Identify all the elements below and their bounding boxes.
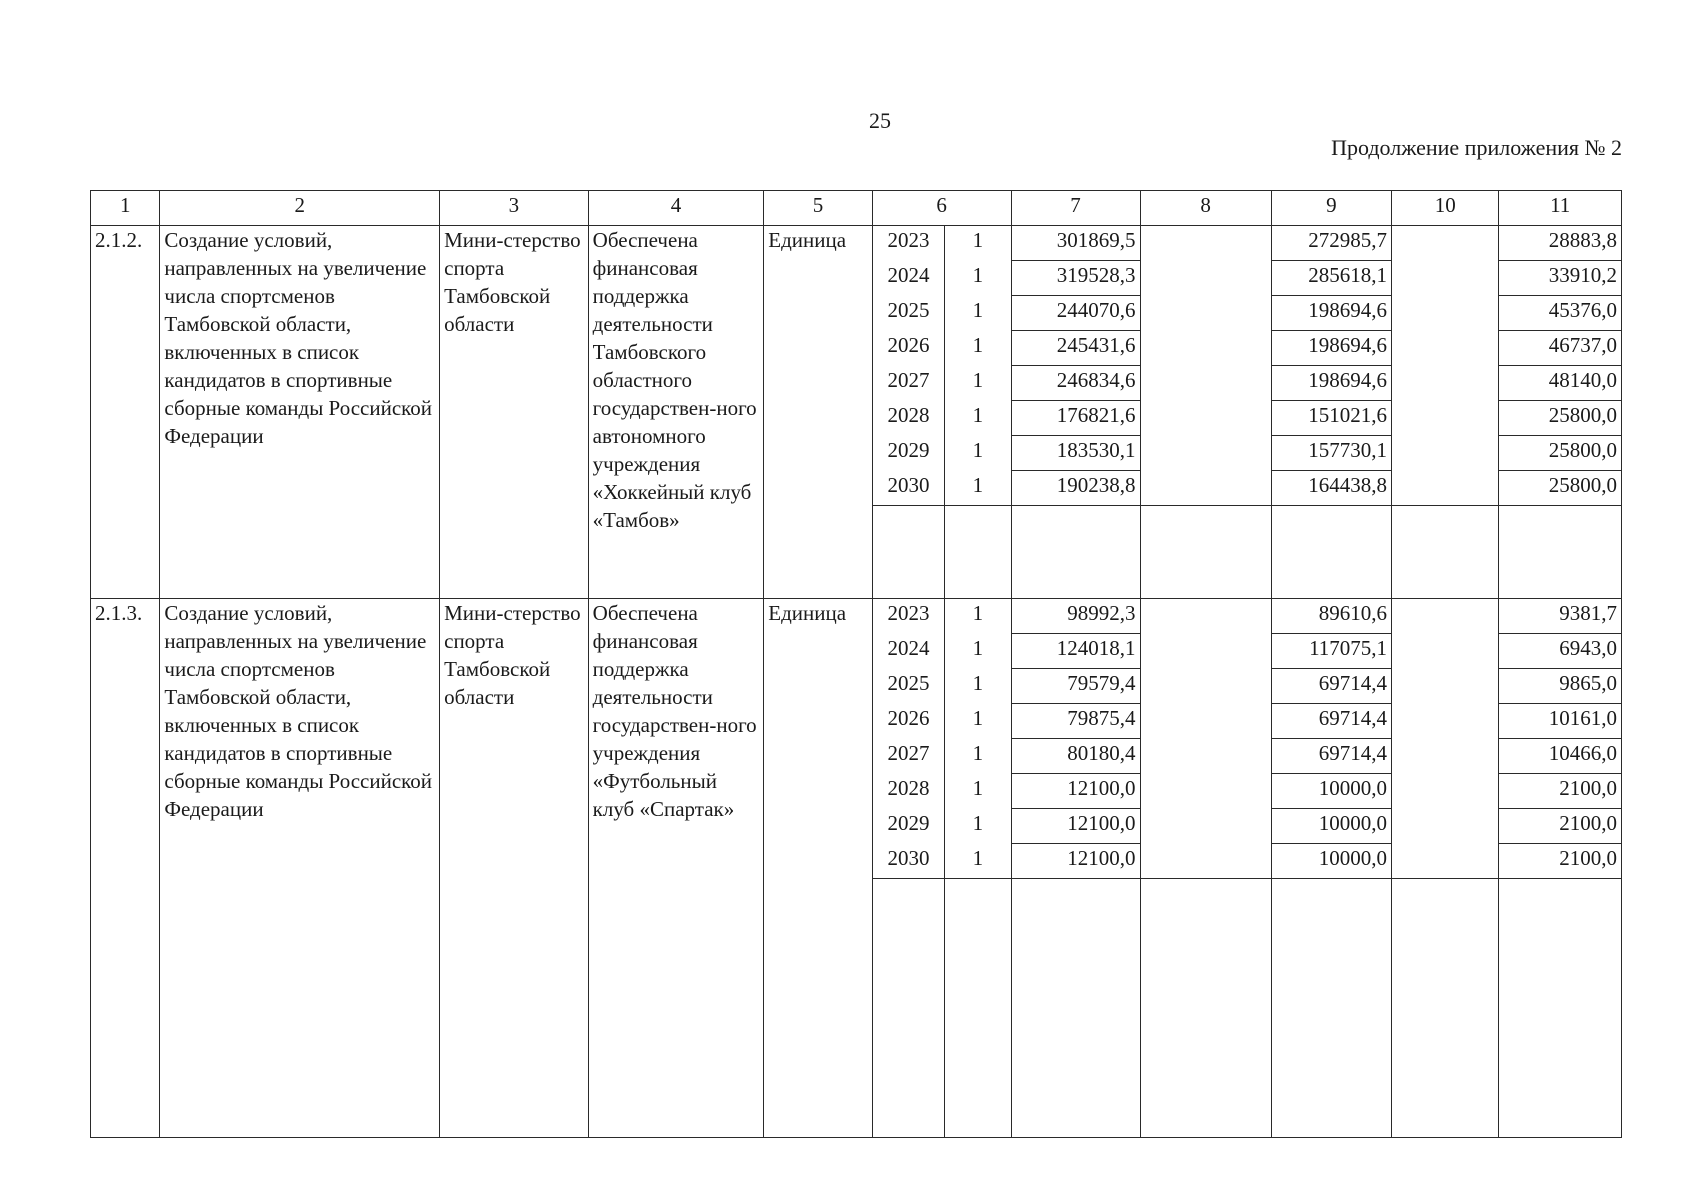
empty-cell xyxy=(945,879,1011,1138)
col11-amount: 2100,0 xyxy=(1499,844,1622,879)
col11-amount: 45376,0 xyxy=(1499,296,1622,331)
total-amount: 176821,6 xyxy=(1011,401,1140,436)
col8-amount xyxy=(1140,669,1271,704)
total-amount: 246834,6 xyxy=(1011,366,1140,401)
page-number: 25 xyxy=(869,108,891,133)
col10-amount xyxy=(1392,774,1499,809)
col8-amount xyxy=(1140,774,1271,809)
column-header: 5 xyxy=(764,191,872,226)
indicator-value: 1 xyxy=(945,739,1011,774)
total-amount: 79875,4 xyxy=(1011,704,1140,739)
col8-amount xyxy=(1140,704,1271,739)
row-code: 2.1.2. xyxy=(91,226,160,599)
col9-amount: 198694,6 xyxy=(1271,331,1391,366)
col9-amount: 157730,1 xyxy=(1271,436,1391,471)
empty-cell xyxy=(1140,879,1271,1138)
result-description: Обеспечена финансовая поддержка деятельности Тамбовского областного государствен-ного автономного учреждения «Хоккейный клуб «Тамбов» xyxy=(588,226,764,599)
year-cell: 2025 xyxy=(872,669,945,704)
empty-cell xyxy=(1499,879,1622,1138)
col8-amount xyxy=(1140,331,1271,366)
indicator-value: 1 xyxy=(945,296,1011,331)
year-cell: 2029 xyxy=(872,436,945,471)
empty-cell xyxy=(1140,506,1271,599)
empty-cell xyxy=(945,506,1011,599)
col10-amount xyxy=(1392,739,1499,774)
year-cell: 2028 xyxy=(872,401,945,436)
year-cell: 2028 xyxy=(872,774,945,809)
col10-amount xyxy=(1392,634,1499,669)
column-header: 4 xyxy=(588,191,764,226)
col8-amount xyxy=(1140,296,1271,331)
continuation-label: Продолжение приложения № 2 xyxy=(1331,135,1622,160)
col10-amount xyxy=(1392,844,1499,879)
empty-cell xyxy=(1499,506,1622,599)
total-amount: 244070,6 xyxy=(1011,296,1140,331)
empty-cell xyxy=(1271,506,1391,599)
col9-amount: 69714,4 xyxy=(1271,704,1391,739)
event-name: Создание условий, направленных на увеличение числа спортсменов Тамбовской области, включенных в список кандидатов в спортивные сборные команды Российской Федерации xyxy=(160,226,440,599)
column-header: 1 xyxy=(91,191,160,226)
column-header: 11 xyxy=(1499,191,1622,226)
indicator-value: 1 xyxy=(945,634,1011,669)
indicator-value: 1 xyxy=(945,809,1011,844)
col8-amount xyxy=(1140,844,1271,879)
total-amount: 190238,8 xyxy=(1011,471,1140,506)
col8-amount xyxy=(1140,809,1271,844)
col11-amount: 33910,2 xyxy=(1499,261,1622,296)
indicator-value: 1 xyxy=(945,436,1011,471)
col10-amount xyxy=(1392,599,1499,634)
col9-amount: 10000,0 xyxy=(1271,844,1391,879)
empty-cell xyxy=(1011,506,1140,599)
col10-amount xyxy=(1392,436,1499,471)
col8-amount xyxy=(1140,599,1271,634)
year-row xyxy=(91,226,1622,261)
indicator-value: 1 xyxy=(945,669,1011,704)
row-code: 2.1.3. xyxy=(91,599,160,1138)
col9-amount: 198694,6 xyxy=(1271,296,1391,331)
total-amount: 12100,0 xyxy=(1011,844,1140,879)
col9-amount: 151021,6 xyxy=(1271,401,1391,436)
total-amount: 12100,0 xyxy=(1011,809,1140,844)
col11-amount: 10466,0 xyxy=(1499,739,1622,774)
col9-amount: 117075,1 xyxy=(1271,634,1391,669)
year-cell: 2026 xyxy=(872,704,945,739)
empty-cell xyxy=(872,879,945,1138)
appendix-table xyxy=(90,190,1622,1138)
col9-amount: 69714,4 xyxy=(1271,669,1391,704)
col11-amount: 10161,0 xyxy=(1499,704,1622,739)
col10-amount xyxy=(1392,471,1499,506)
header-row xyxy=(91,191,1622,226)
col9-amount: 69714,4 xyxy=(1271,739,1391,774)
col11-amount: 25800,0 xyxy=(1499,401,1622,436)
year-cell: 2027 xyxy=(872,739,945,774)
event-name: Создание условий, направленных на увеличение числа спортсменов Тамбовской области, включенных в список кандидатов в спортивные сборные команды Российской Федерации xyxy=(160,599,440,1138)
col8-amount xyxy=(1140,401,1271,436)
total-amount: 183530,1 xyxy=(1011,436,1140,471)
indicator-value: 1 xyxy=(945,401,1011,436)
indicator-value: 1 xyxy=(945,331,1011,366)
col10-amount xyxy=(1392,226,1499,261)
unit: Единица xyxy=(764,226,872,599)
col10-amount xyxy=(1392,296,1499,331)
year-cell: 2027 xyxy=(872,366,945,401)
col9-amount: 10000,0 xyxy=(1271,809,1391,844)
column-header: 3 xyxy=(440,191,589,226)
indicator-value: 1 xyxy=(945,366,1011,401)
col10-amount xyxy=(1392,669,1499,704)
col9-amount: 89610,6 xyxy=(1271,599,1391,634)
col11-amount: 9381,7 xyxy=(1499,599,1622,634)
empty-cell xyxy=(1392,506,1499,599)
col10-amount xyxy=(1392,366,1499,401)
column-header: 7 xyxy=(1011,191,1140,226)
indicator-value: 1 xyxy=(945,471,1011,506)
executor: Мини-стерство спорта Тамбовской области xyxy=(440,599,589,1138)
column-header: 10 xyxy=(1392,191,1499,226)
result-description: Обеспечена финансовая поддержка деятельности государствен-ного учреждения «Футбольный клуб «Спартак» xyxy=(588,599,764,1138)
indicator-value: 1 xyxy=(945,774,1011,809)
col8-amount xyxy=(1140,634,1271,669)
col9-amount: 285618,1 xyxy=(1271,261,1391,296)
empty-cell xyxy=(1271,879,1391,1138)
year-cell: 2026 xyxy=(872,331,945,366)
year-cell: 2025 xyxy=(872,296,945,331)
col11-amount: 46737,0 xyxy=(1499,331,1622,366)
year-cell: 2029 xyxy=(872,809,945,844)
col10-amount xyxy=(1392,401,1499,436)
year-cell: 2024 xyxy=(872,261,945,296)
data-sheet xyxy=(90,190,1622,1138)
total-amount: 80180,4 xyxy=(1011,739,1140,774)
total-amount: 12100,0 xyxy=(1011,774,1140,809)
col8-amount xyxy=(1140,226,1271,261)
col10-amount xyxy=(1392,809,1499,844)
col11-amount: 48140,0 xyxy=(1499,366,1622,401)
year-row xyxy=(91,599,1622,634)
year-cell: 2030 xyxy=(872,844,945,879)
executor: Мини-стерство спорта Тамбовской области xyxy=(440,226,589,599)
col9-amount: 198694,6 xyxy=(1271,366,1391,401)
column-header: 2 xyxy=(160,191,440,226)
col11-amount: 6943,0 xyxy=(1499,634,1622,669)
total-amount: 319528,3 xyxy=(1011,261,1140,296)
col10-amount xyxy=(1392,331,1499,366)
unit: Единица xyxy=(764,599,872,1138)
year-cell: 2023 xyxy=(872,599,945,634)
column-header: 6 xyxy=(872,191,1011,226)
col11-amount: 28883,8 xyxy=(1499,226,1622,261)
empty-cell xyxy=(872,506,945,599)
col9-amount: 10000,0 xyxy=(1271,774,1391,809)
col11-amount: 25800,0 xyxy=(1499,471,1622,506)
col8-amount xyxy=(1140,366,1271,401)
total-amount: 79579,4 xyxy=(1011,669,1140,704)
indicator-value: 1 xyxy=(945,704,1011,739)
col9-amount: 272985,7 xyxy=(1271,226,1391,261)
year-cell: 2023 xyxy=(872,226,945,261)
col9-amount: 164438,8 xyxy=(1271,471,1391,506)
indicator-value: 1 xyxy=(945,226,1011,261)
col11-amount: 25800,0 xyxy=(1499,436,1622,471)
column-header: 9 xyxy=(1271,191,1391,226)
col8-amount xyxy=(1140,471,1271,506)
column-header: 8 xyxy=(1140,191,1271,226)
total-amount: 98992,3 xyxy=(1011,599,1140,634)
year-cell: 2030 xyxy=(872,471,945,506)
col11-amount: 9865,0 xyxy=(1499,669,1622,704)
empty-cell xyxy=(1011,879,1140,1138)
col10-amount xyxy=(1392,704,1499,739)
total-amount: 124018,1 xyxy=(1011,634,1140,669)
year-cell: 2024 xyxy=(872,634,945,669)
col8-amount xyxy=(1140,436,1271,471)
col11-amount: 2100,0 xyxy=(1499,809,1622,844)
total-amount: 301869,5 xyxy=(1011,226,1140,261)
total-amount: 245431,6 xyxy=(1011,331,1140,366)
indicator-value: 1 xyxy=(945,261,1011,296)
indicator-value: 1 xyxy=(945,599,1011,634)
col11-amount: 2100,0 xyxy=(1499,774,1622,809)
col8-amount xyxy=(1140,261,1271,296)
col10-amount xyxy=(1392,261,1499,296)
col8-amount xyxy=(1140,739,1271,774)
empty-cell xyxy=(1392,879,1499,1138)
indicator-value: 1 xyxy=(945,844,1011,879)
